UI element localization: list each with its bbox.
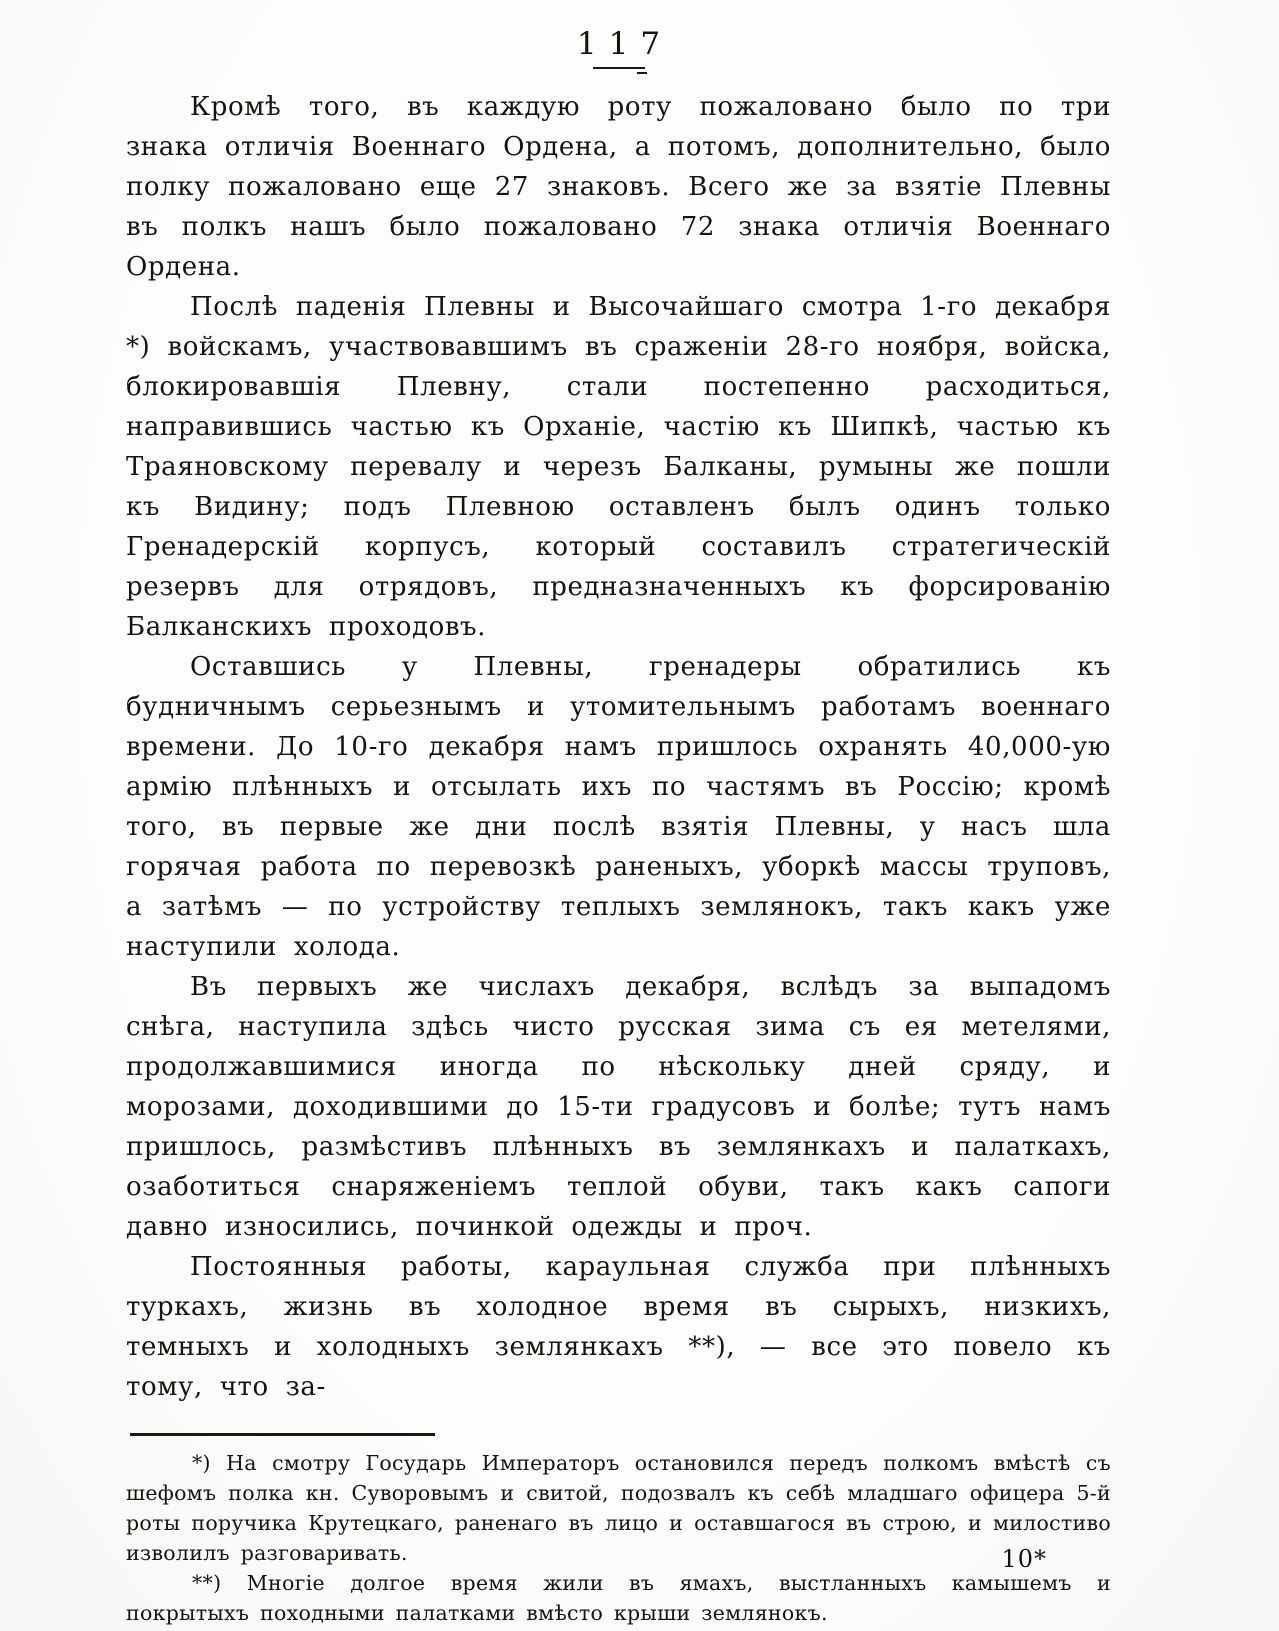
main-text-block [126, 87, 1111, 1407]
paragraph-4: Въ первыхъ же числахъ декабря, вслѣдъ за выпадомъ снѣга, наступила здѣсь чисто русская зима съ ея метелями, продолжавшимися иногда по нѣскольку дней сряду, и морозами, доходившими до 15-ти градусовъ и болѣе; тутъ намъ пришлось, размѣстивъ плѣнныхъ въ землянкахъ и палаткахъ, озаботиться снаряженіемъ теплой обуви, такъ какъ сапоги давно износились, починкой одежды и проч. [126, 972, 1111, 1242]
page-header [126, 26, 1111, 69]
paragraph-3: Оставшись у Плевны, гренадеры обратились къ будничнымъ серьезнымъ и утомительнымъ работамъ военнаго времени. До 10-го декабря намъ пришлось охранять 40,000-ую армію плѣнныхъ и отсылать ихъ по частямъ въ Россію; кромѣ того, въ первые же дни послѣ взятія Плевны, у насъ шла горячая работа по перевозкѣ раненыхъ, уборкѣ массы труповъ, а затѣмъ — по устройству теплыхъ землянокъ, такъ какъ уже наступили холода. [126, 652, 1111, 962]
footnote-1: *) На смотру Государь Императоръ остановился передъ полкомъ вмѣстѣ съ шефомъ полка кн. Суворовымъ и свитой, подозвалъ къ себѣ младшаго офицера 5-й роты поручика Крутецкаго, раненаго въ лицо и оставшагося въ строю, и милостиво изволилъ разговаривать. [126, 1451, 1111, 1565]
footnotes-block [126, 1448, 1111, 1628]
footnote-separator-rule [130, 1433, 435, 1436]
page-number: 117 [576, 26, 673, 62]
paragraph-2: Послѣ паденія Плевны и Высочайшаго смотра 1-го декабря *) войскамъ, участвовавшимъ въ сраженіи 28-го ноября, войска, блокировавшія Плевну, стали постепенно расходиться, направившись частью къ Орханіе, частію къ Шипкѣ, частью къ Траяновскому перевалу и черезъ Балканы, румыны же пошли къ Видину; подъ Плевною оставленъ былъ одинъ только Гренадерскій корпусъ, который составилъ стратегическій резервъ для отрядовъ, предназначенныхъ къ форсированію Балканскихъ проходовъ. [126, 292, 1111, 642]
footnote-2: **) Многіе долгое время жили въ ямахъ, выстланныхъ камышемъ и покрытыхъ походными палатками вмѣсто крыши землянокъ. [126, 1571, 1111, 1625]
page-number-rule [593, 67, 645, 69]
paragraph-1: Кромѣ того, въ каждую роту пожаловано было по три знака отличія Военнаго Ордена, а потомъ, дополнительно, было полку пожаловано еще 27 знаковъ. Всего же за взятіе Плевны въ полкъ нашъ было пожаловано 72 знака отличія Военнаго Ордена. [126, 92, 1111, 282]
printers-signature-mark: 10* [1001, 1545, 1047, 1573]
paragraph-5: Постоянныя работы, караульная служба при плѣнныхъ туркахъ, жизнь въ холодное время въ сырыхъ, низкихъ, темныхъ и холодныхъ землянкахъ **), — все это повело къ тому, что за- [126, 1252, 1111, 1402]
